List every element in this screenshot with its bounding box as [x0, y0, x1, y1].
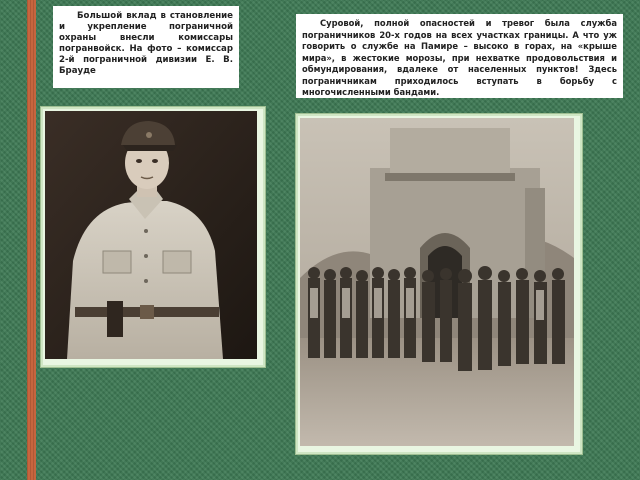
- photo-commissar: [45, 111, 257, 359]
- photo-border-guards: [300, 118, 574, 446]
- decorative-stripe: [27, 0, 36, 480]
- photo-border-guards-frame: [296, 114, 582, 454]
- caption-pamir-service: Суровой, полной опасностей и тревог была служба пограничников 20-х годов на всех участках границы. А что уж говорить о службе на Памире – высоко в горах, на «крыше мира», в жестокие морозы, при нехватке продовольствия и обмундирования, вдалеке от населенных пунктов! Здесь пограничникам приходилось вступать в борьбу с многочисленными бандами.: [296, 14, 623, 98]
- photo-commissar-frame: [41, 107, 265, 367]
- caption-commissar: Большой вклад в становление и укрепление пограничной охраны внесли комиссары погранвойск. На фото – комиссар 2-й пограничной дивизии Е. В. Брауде: [53, 6, 239, 88]
